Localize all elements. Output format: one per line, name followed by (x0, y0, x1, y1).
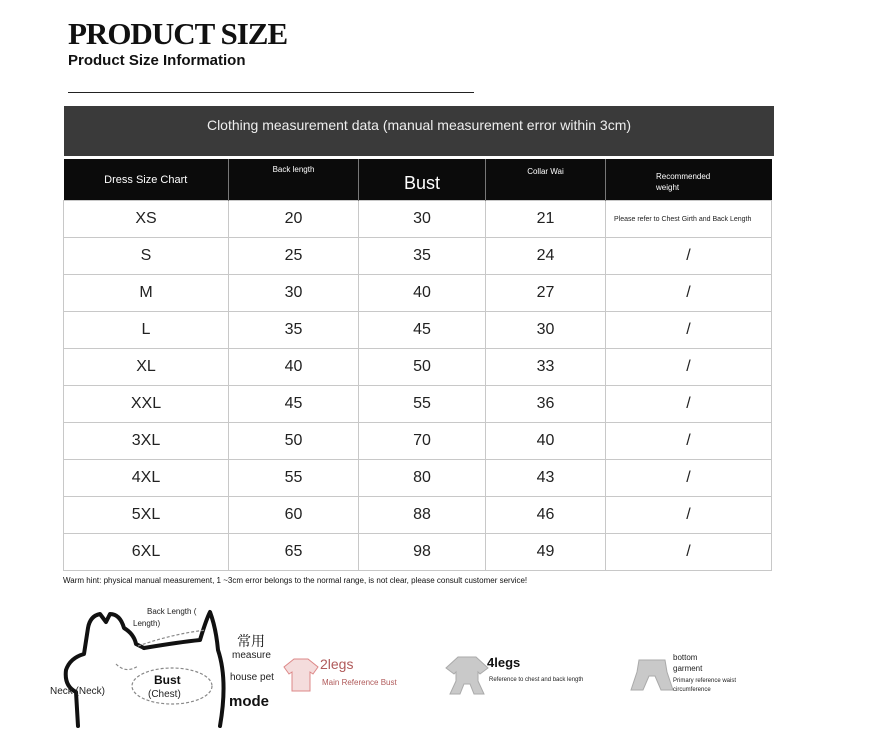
cell-size: XXL (64, 386, 229, 423)
cell-recommended-weight: / (606, 423, 772, 460)
cell-size: 3XL (64, 423, 229, 460)
cell-bust: 80 (359, 460, 486, 497)
bottom-garment-icon (629, 658, 675, 694)
cell-bust: 30 (359, 201, 486, 238)
cell-recommended-weight: / (606, 386, 772, 423)
four-legs-title: 4legs (487, 655, 521, 670)
cell-collar: 46 (486, 497, 606, 534)
cell-collar: 33 (486, 349, 606, 386)
cell-recommended-weight: / (606, 497, 772, 534)
header-recommended-line1: Recommended (656, 171, 711, 181)
neck-label: Neck (Neck) (50, 686, 106, 697)
cell-back-length: 20 (229, 201, 359, 238)
table-row (64, 497, 772, 534)
chest-label: (Chest) (148, 689, 181, 700)
table-row (64, 238, 772, 275)
cell-size: L (64, 312, 229, 349)
four-legs-subtitle: Reference to chest and back length (489, 677, 584, 683)
table-row (64, 460, 772, 497)
header-collar: Collar Wai (486, 159, 606, 201)
cell-collar: 49 (486, 534, 606, 571)
header-recommended-line2: weight (656, 182, 680, 192)
page-title: PRODUCT SIZE (68, 16, 288, 51)
two-legs-title: 2legs (320, 656, 354, 672)
table-row (64, 201, 772, 238)
header-recommended-weight (606, 159, 772, 201)
cell-size: XL (64, 349, 229, 386)
table-row (64, 534, 772, 571)
bottom-garment-sub2: circumference (673, 687, 711, 693)
cell-collar: 24 (486, 238, 606, 275)
cell-size: 6XL (64, 534, 229, 571)
cell-collar: 27 (486, 275, 606, 312)
table-row (64, 312, 772, 349)
cell-recommended-weight: / (606, 275, 772, 312)
cell-collar: 40 (486, 423, 606, 460)
cell-recommended-weight: / (606, 460, 772, 497)
header-size: Dress Size Chart (64, 159, 229, 201)
back-length-label-1: Back Length ( (147, 607, 197, 616)
table-row (64, 349, 772, 386)
header-back-length: Back length (229, 159, 359, 201)
header-bust: Bust (359, 159, 486, 201)
measure-label: measure (232, 650, 271, 661)
cell-collar: 36 (486, 386, 606, 423)
bottom-garment-line1: bottom (673, 653, 698, 662)
cell-recommended-weight: / (606, 534, 772, 571)
cell-back-length: 60 (229, 497, 359, 534)
cell-bust: 88 (359, 497, 486, 534)
cell-back-length: 25 (229, 238, 359, 275)
cell-back-length: 30 (229, 275, 359, 312)
table-header-row (64, 159, 772, 201)
cell-bust: 55 (359, 386, 486, 423)
bottom-garment-line2: garment (673, 664, 703, 673)
cell-size: 5XL (64, 497, 229, 534)
cell-bust: 45 (359, 312, 486, 349)
common-label: 常用 (237, 633, 265, 649)
cell-back-length: 50 (229, 423, 359, 460)
two-legs-garment-icon (282, 656, 320, 694)
four-legs-garment-icon (444, 654, 490, 696)
size-chart-table (63, 159, 772, 571)
cell-bust: 70 (359, 423, 486, 460)
cell-bust: 50 (359, 349, 486, 386)
warm-hint: Warm hint: physical manual measurement, 1 ~3cm error belongs to the normal range, is not clear, please consult customer service! (63, 576, 528, 585)
mode-label: mode (229, 693, 270, 710)
cell-collar: 30 (486, 312, 606, 349)
banner-text: Clothing measurement data (manual measurement error within 3cm) (206, 117, 632, 133)
cell-size: 4XL (64, 460, 229, 497)
cell-collar: 21 (486, 201, 606, 238)
size-table-body (64, 201, 772, 571)
cell-recommended-weight: / (606, 312, 772, 349)
cell-back-length: 40 (229, 349, 359, 386)
cell-back-length: 55 (229, 460, 359, 497)
cell-bust: 35 (359, 238, 486, 275)
cell-recommended-weight: / (606, 349, 772, 386)
cell-bust: 98 (359, 534, 486, 571)
cell-back-length: 65 (229, 534, 359, 571)
cell-size: M (64, 275, 229, 312)
cell-collar: 43 (486, 460, 606, 497)
bust-label: Bust (154, 673, 181, 687)
cell-size: S (64, 238, 229, 275)
house-pet-label: house pet (230, 672, 274, 683)
title-divider (68, 92, 474, 93)
back-length-label-2: Length) (133, 619, 161, 628)
table-row (64, 275, 772, 312)
cell-recommended-weight: / (606, 238, 772, 275)
cell-bust: 40 (359, 275, 486, 312)
bottom-garment-sub1: Primary reference waist (673, 678, 737, 684)
measurement-banner (64, 106, 774, 156)
cell-back-length: 45 (229, 386, 359, 423)
cell-size: XS (64, 201, 229, 238)
table-row (64, 386, 772, 423)
page-subtitle: Product Size Information (68, 52, 246, 69)
table-row (64, 423, 772, 460)
cell-recommended-weight: Please refer to Chest Girth and Back Length (606, 201, 772, 238)
cell-back-length: 35 (229, 312, 359, 349)
two-legs-subtitle: Main Reference Bust (322, 678, 397, 687)
